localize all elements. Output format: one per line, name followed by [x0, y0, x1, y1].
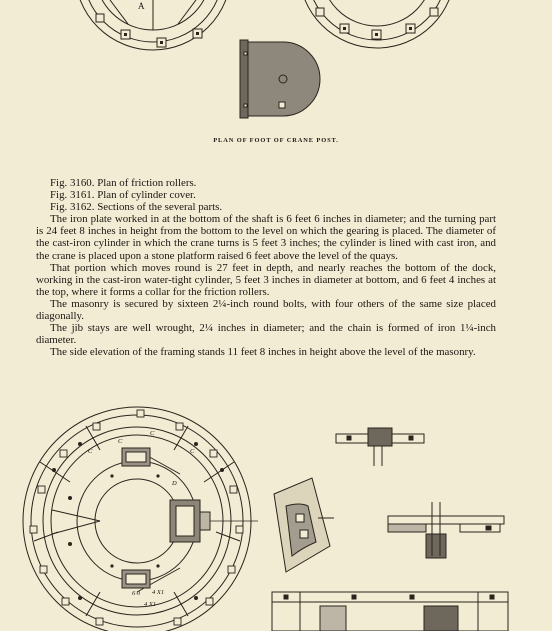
roller-label: D — [172, 480, 177, 487]
roller-label: 4 X1 — [152, 589, 165, 596]
roller-label: C — [190, 448, 195, 455]
roller-label: 4 X1 — [144, 601, 157, 608]
roller-label: C — [88, 448, 93, 455]
paragraph: Fig. 3160. Plan of friction rollers. — [50, 177, 197, 189]
paragraph: The jib stays are well wrought, 2¼ inches in diameter; and the chain is formed of iron 1¼-inch diameter. — [36, 322, 496, 347]
roller-label: C — [118, 438, 123, 445]
paragraph: The side elevation of the framing stands 11 feet 8 inches in height above the level of the masonry. — [50, 346, 476, 359]
roller-label: C — [150, 430, 155, 437]
figure-caption: PLAN OF FOOT OF CRANE POST. — [213, 137, 339, 144]
friction-rollers-plan-figure — [0, 406, 552, 631]
paragraph: Fig. 3162. Sections of the several parts. — [50, 201, 223, 214]
roller-label: 6·0 — [132, 590, 141, 597]
cylinder-cover-plan-figure — [0, 0, 552, 136]
paragraph: That portion which moves round is 27 feet in depth, and nearly reaches the bottom of the dock, working in the cast-iron water-tight cylinder, 5 feet 3 inches in diameter at bottom, and 6 feet 4 inches at the top, where it forms a collar for the friction rollers. — [36, 261, 496, 298]
paragraph: The masonry is secured by sixteen 2¼-inch round bolts, with four others of the same size placed diagonally. — [36, 297, 496, 323]
figure-letter: A — [138, 1, 145, 11]
paragraph: Fig. 3161. Plan of cylinder cover. — [50, 189, 196, 202]
body-text — [36, 177, 496, 358]
paragraph: The iron plate worked in at the bottom of the shaft is 6 feet 6 inches in diameter; and the turning part is 24 feet 8 inches in height from the bottom to the level on which the gearing is placed. The diameter of the cast-iron cylinder in which the crane turns is 5 feet 3 inches; the cylinder is lined with cast iron, and the crane is placed upon a stone platform raised 6 feet above the level of the quays. — [36, 213, 496, 262]
